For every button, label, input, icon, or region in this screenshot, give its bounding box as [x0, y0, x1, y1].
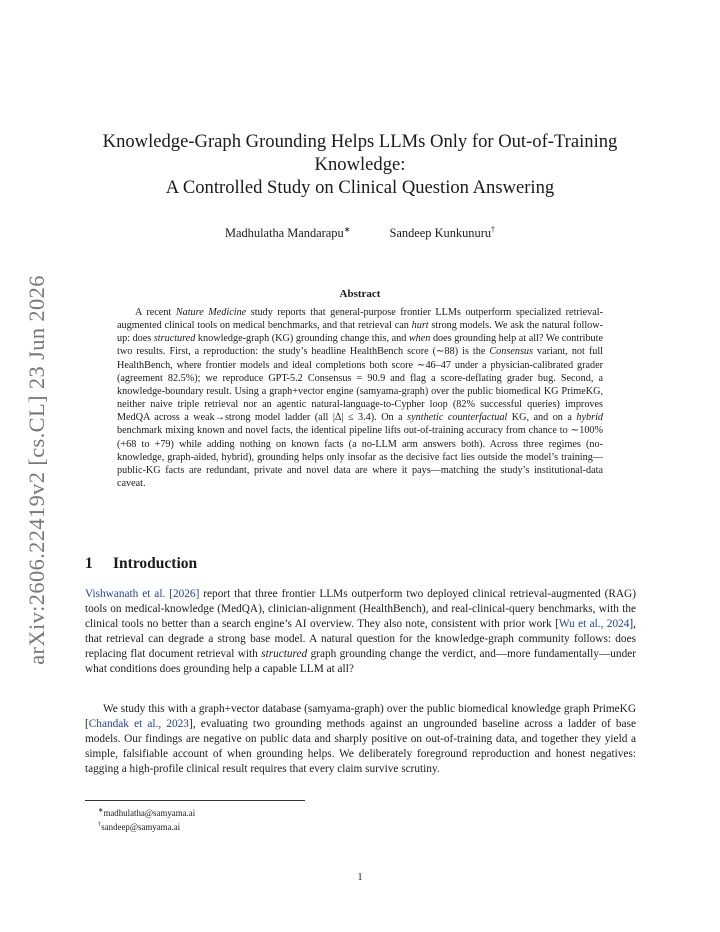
intro-paragraph-2: We study this with a graph+vector database (samyama-graph) over the public biomedical knowledge graph PrimeKG [Chandak et al., 2023], evaluating two grounding methods against an ungrounded baseline across a ladder of base models. Our findings are negative on public data and sharply positive on out-of-training data, and together they yield a simple, falsifiable account of when grounding helps. We deliberately foreground reproduction and honest negatives: tagging a high-profile clinical result requires that every claim survive scrutiny. — [85, 703, 636, 776]
section-title: Introduction — [113, 555, 198, 572]
intro-paragraph-1: Vishwanath et al. [2026] report that three frontier LLMs outperform two deployed clinical retrieval-augmented (RAG) tools on medical-knowledge (MedQA), clinician-alignment (HealthBench), and real-clinical-query benchmarks, with the clinical tools no better than a search engine’s AI overview. They also note, consistent with prior work [Wu et al., 2024], that retrieval can degrade a strong base model. A natural question for the knowledge-graph community follows: does replacing flat document retrieval with structured graph grounding change the verdict, and—more fundamentally—under what conditions does grounding help a capable LLM at all? — [85, 588, 636, 676]
author-1: Madhulatha Mandarapu∗ — [224, 225, 351, 241]
author-list — [80, 225, 640, 241]
page-number: 1 — [357, 872, 363, 883]
abstract-text: A recent Nature Medicine study reports that general-purpose frontier LLMs outperform specialized retrieval-augmented clinical tools on medical benchmarks, and that retrieval can hurt strong models. We ask the natural follow-up: does structured knowledge-graph (KG) grounding change this, and when does grounding help at all? We contribute two results. First, a reproduction: the study’s headline HealthBench score (∼88) is the Consensus variant, not full HealthBench, where frontier models and ideal completions both score ∼46–47 under a physician-calibrated grader (agreement 82.5%); we reproduce GPT-5.2 Consensus = 90.9 and flag a score-deflating grader bug. Second, a knowledge-boundary result. Using a graph+vector engine (samyama-graph) over the public biomedical KG PrimeKG, neither naive triple retrieval nor an agentic natural-language-to-Cypher loop (82% successful queries) improves MedQA across a weak→strong model ladder (all |Δ| ≤ 3.4). On a synthetic counterfactual KG, and on a hybrid benchmark mixing known and novel facts, the identical pipeline lifts out-of-training accuracy from chance to ∼100% (+68 to +79) while adding nothing on known facts (a no-LLM arm answers both). Across three regimes (no-knowledge, graph-aided, hybrid), grounding helps only insofar as the decisive fact lies outside the model’s training—public-KG facts are redundant, private and novel data are where it pays—matching the study’s institutional-data caveat. — [117, 307, 603, 490]
author-2: Sandeep Kunkunuru† — [389, 225, 496, 241]
footnote-1: ∗madhulatha@samyama.ai — [98, 807, 196, 818]
citation-wu[interactable]: Wu et al., 2024 — [558, 618, 630, 631]
title-line-1: Knowledge-Graph Grounding Helps LLMs Only for Out-of-Training — [102, 131, 618, 152]
author-1-mark: ∗ — [343, 225, 351, 234]
section-heading-introduction — [85, 555, 645, 573]
author-2-mark: † — [491, 225, 496, 234]
title-line-3: A Controlled Study on Clinical Question Answering — [165, 177, 555, 198]
footnote-2: †sandeep@samyama.ai — [98, 821, 181, 833]
citation-chandak[interactable]: Chandak et al., 2023 — [88, 718, 189, 731]
paper-title — [80, 130, 640, 199]
abstract-heading: Abstract — [339, 288, 381, 300]
footnotes — [98, 805, 498, 834]
arxiv-identifier: arXiv:2606.22419v2 [cs.CL] 23 Jun 2026 — [24, 275, 49, 665]
citation-vishwanath[interactable]: Vishwanath et al. [2026] — [85, 588, 200, 600]
footnote-rule — [85, 800, 305, 801]
title-line-2: Knowledge: — [314, 154, 406, 175]
section-number: 1 — [85, 555, 93, 572]
